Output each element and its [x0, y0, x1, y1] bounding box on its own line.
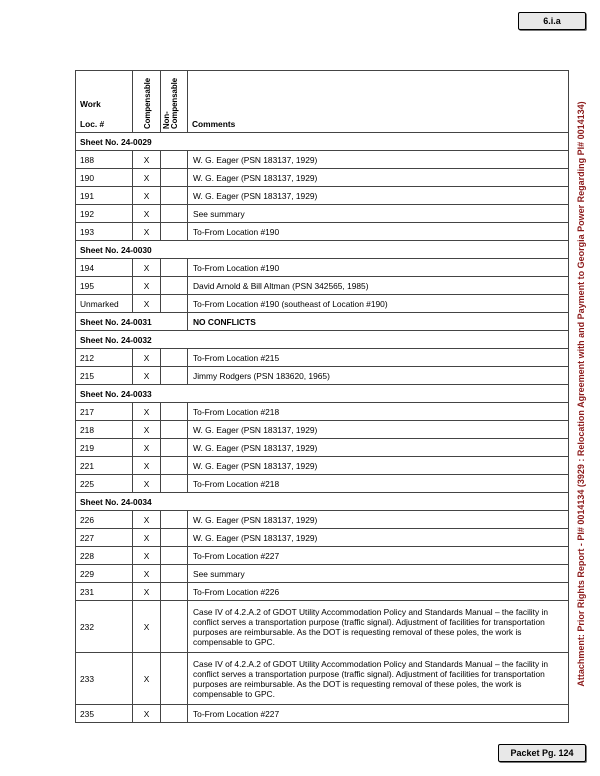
- compensable-cell: X: [133, 529, 161, 547]
- non-compensable-cell: [161, 511, 188, 529]
- work-loc-cell: Unmarked: [76, 295, 133, 313]
- header-work-loc: [76, 71, 133, 133]
- compensable-cell: X: [133, 223, 161, 241]
- table-row: [76, 565, 569, 583]
- sheet-section-row: [76, 385, 569, 403]
- sheet-section-row: [76, 241, 569, 259]
- sheet-number: Sheet No. 24-0033: [76, 385, 569, 403]
- header-compensable-label: Compensable: [142, 77, 152, 129]
- work-loc-cell: 193: [76, 223, 133, 241]
- work-loc-cell: 191: [76, 187, 133, 205]
- table-row: [76, 223, 569, 241]
- work-loc-cell: 232: [76, 601, 133, 653]
- header-compensable: [133, 71, 161, 133]
- table-row: [76, 187, 569, 205]
- compensable-cell: X: [133, 187, 161, 205]
- compensable-cell: X: [133, 439, 161, 457]
- work-loc-cell: 221: [76, 457, 133, 475]
- compensable-cell: X: [133, 169, 161, 187]
- non-compensable-cell: [161, 259, 188, 277]
- work-loc-cell: 195: [76, 277, 133, 295]
- table-row: [76, 601, 569, 653]
- comment-cell: To-From Location #190: [188, 223, 569, 241]
- comment-cell: See summary: [188, 205, 569, 223]
- sheet-number: Sheet No. 24-0032: [76, 331, 569, 349]
- table-row: [76, 583, 569, 601]
- comment-cell: To-From Location #227: [188, 705, 569, 723]
- non-compensable-cell: [161, 565, 188, 583]
- work-loc-cell: 228: [76, 547, 133, 565]
- work-loc-cell: 231: [76, 583, 133, 601]
- header-non-line: Non-: [162, 111, 171, 129]
- work-loc-cell: 217: [76, 403, 133, 421]
- non-compensable-cell: [161, 547, 188, 565]
- attachment-side-label: [572, 70, 590, 718]
- non-compensable-cell: [161, 439, 188, 457]
- header-non-compensable: [161, 71, 188, 133]
- comment-cell: W. G. Eager (PSN 183137, 1929): [188, 439, 569, 457]
- comment-cell: To-From Location #218: [188, 475, 569, 493]
- comment-cell: To-From Location #190 (southeast of Location #190): [188, 295, 569, 313]
- compensable-cell: X: [133, 349, 161, 367]
- work-loc-cell: 192: [76, 205, 133, 223]
- compensable-cell: X: [133, 653, 161, 705]
- comment-cell: To-From Location #227: [188, 547, 569, 565]
- table-row: [76, 475, 569, 493]
- header-work-line: Work: [80, 99, 101, 109]
- sheet-section-row: [76, 313, 569, 331]
- work-loc-cell: 229: [76, 565, 133, 583]
- attachment-badge: 6.i.a: [518, 12, 586, 30]
- compensable-cell: X: [133, 205, 161, 223]
- comment-cell: W. G. Eager (PSN 183137, 1929): [188, 457, 569, 475]
- table-row: [76, 457, 569, 475]
- header-loc-line: Loc. #: [80, 119, 105, 129]
- non-compensable-cell: [161, 169, 188, 187]
- compensable-cell: X: [133, 421, 161, 439]
- sheet-section-row: [76, 133, 569, 151]
- non-compensable-cell: [161, 529, 188, 547]
- comment-cell: Case IV of 4.2.A.2 of GDOT Utility Accommodation Policy and Standards Manual – the facility in conflict serves a transportation purpose (traffic signal). Adjustment of facilities for transportation purposes are reimbursable. As the DOT is requesting removal of these poles, the work is compensable to GPC.: [188, 601, 569, 653]
- table-row: [76, 295, 569, 313]
- prior-rights-table: [75, 70, 569, 723]
- compensable-cell: X: [133, 259, 161, 277]
- work-loc-cell: 227: [76, 529, 133, 547]
- non-compensable-cell: [161, 205, 188, 223]
- non-compensable-cell: [161, 601, 188, 653]
- table-row: [76, 529, 569, 547]
- table-row: [76, 547, 569, 565]
- non-compensable-cell: [161, 349, 188, 367]
- compensable-cell: X: [133, 457, 161, 475]
- section-note: NO CONFLICTS: [188, 313, 569, 331]
- comment-cell: David Arnold & Bill Altman (PSN 342565, 1985): [188, 277, 569, 295]
- table-row: [76, 653, 569, 705]
- compensable-cell: X: [133, 565, 161, 583]
- work-loc-cell: 233: [76, 653, 133, 705]
- table-row: [76, 511, 569, 529]
- work-loc-cell: 190: [76, 169, 133, 187]
- work-loc-cell: 219: [76, 439, 133, 457]
- work-loc-cell: 218: [76, 421, 133, 439]
- non-compensable-cell: [161, 187, 188, 205]
- table-row: [76, 421, 569, 439]
- comment-cell: Case IV of 4.2.A.2 of GDOT Utility Accommodation Policy and Standards Manual – the facility in conflict serves a transportation purpose (traffic signal). Adjustment of facilities for transportation purposes are reimbursable. As the DOT is requesting removal of these poles, the work is compensable to GPC.: [188, 653, 569, 705]
- non-compensable-cell: [161, 403, 188, 421]
- comment-cell: W. G. Eager (PSN 183137, 1929): [188, 187, 569, 205]
- table-row: [76, 151, 569, 169]
- comment-cell: See summary: [188, 565, 569, 583]
- sheet-number: Sheet No. 24-0030: [76, 241, 569, 259]
- non-compensable-cell: [161, 583, 188, 601]
- sheet-section-row: [76, 493, 569, 511]
- comment-cell: W. G. Eager (PSN 183137, 1929): [188, 511, 569, 529]
- table-row: [76, 439, 569, 457]
- table-row: [76, 277, 569, 295]
- comment-cell: Jimmy Rodgers (PSN 183620, 1965): [188, 367, 569, 385]
- table-row: [76, 705, 569, 723]
- compensable-cell: X: [133, 367, 161, 385]
- header-compensable2-line: Compensable: [170, 77, 179, 129]
- comment-cell: W. G. Eager (PSN 183137, 1929): [188, 151, 569, 169]
- non-compensable-cell: [161, 457, 188, 475]
- non-compensable-cell: [161, 277, 188, 295]
- comment-cell: To-From Location #215: [188, 349, 569, 367]
- compensable-cell: X: [133, 475, 161, 493]
- table-row: [76, 259, 569, 277]
- comment-cell: W. G. Eager (PSN 183137, 1929): [188, 169, 569, 187]
- work-loc-cell: 226: [76, 511, 133, 529]
- table-header-row: [76, 71, 569, 133]
- compensable-cell: X: [133, 151, 161, 169]
- compensable-cell: X: [133, 583, 161, 601]
- non-compensable-cell: [161, 421, 188, 439]
- table-row: [76, 367, 569, 385]
- header-comments: Comments: [188, 71, 569, 133]
- sheet-number: Sheet No. 24-0031: [76, 313, 188, 331]
- sheet-number: Sheet No. 24-0029: [76, 133, 569, 151]
- table-row: [76, 169, 569, 187]
- compensable-cell: X: [133, 295, 161, 313]
- work-loc-cell: 188: [76, 151, 133, 169]
- comment-cell: To-From Location #218: [188, 403, 569, 421]
- packet-page-badge: Packet Pg. 124: [498, 744, 586, 762]
- work-loc-cell: 194: [76, 259, 133, 277]
- comment-cell: To-From Location #226: [188, 583, 569, 601]
- comment-cell: W. G. Eager (PSN 183137, 1929): [188, 529, 569, 547]
- non-compensable-cell: [161, 653, 188, 705]
- sheet-section-row: [76, 331, 569, 349]
- non-compensable-cell: [161, 367, 188, 385]
- non-compensable-cell: [161, 295, 188, 313]
- compensable-cell: X: [133, 277, 161, 295]
- work-loc-cell: 225: [76, 475, 133, 493]
- sheet-number: Sheet No. 24-0034: [76, 493, 569, 511]
- work-loc-cell: 212: [76, 349, 133, 367]
- non-compensable-cell: [161, 223, 188, 241]
- table-row: [76, 403, 569, 421]
- non-compensable-cell: [161, 705, 188, 723]
- comment-cell: W. G. Eager (PSN 183137, 1929): [188, 421, 569, 439]
- compensable-cell: X: [133, 705, 161, 723]
- comment-cell: To-From Location #190: [188, 259, 569, 277]
- non-compensable-cell: [161, 475, 188, 493]
- side-label-text: Attachment: Prior Rights Report - PI# 0014134 (3929 : Relocation Agreement with and Payment to Georgia Power Regarding PI# 0014134): [576, 101, 586, 687]
- table-row: [76, 349, 569, 367]
- table-row: [76, 205, 569, 223]
- compensable-cell: X: [133, 403, 161, 421]
- non-compensable-cell: [161, 151, 188, 169]
- compensable-cell: X: [133, 511, 161, 529]
- compensable-cell: X: [133, 601, 161, 653]
- compensable-cell: X: [133, 547, 161, 565]
- work-loc-cell: 215: [76, 367, 133, 385]
- work-loc-cell: 235: [76, 705, 133, 723]
